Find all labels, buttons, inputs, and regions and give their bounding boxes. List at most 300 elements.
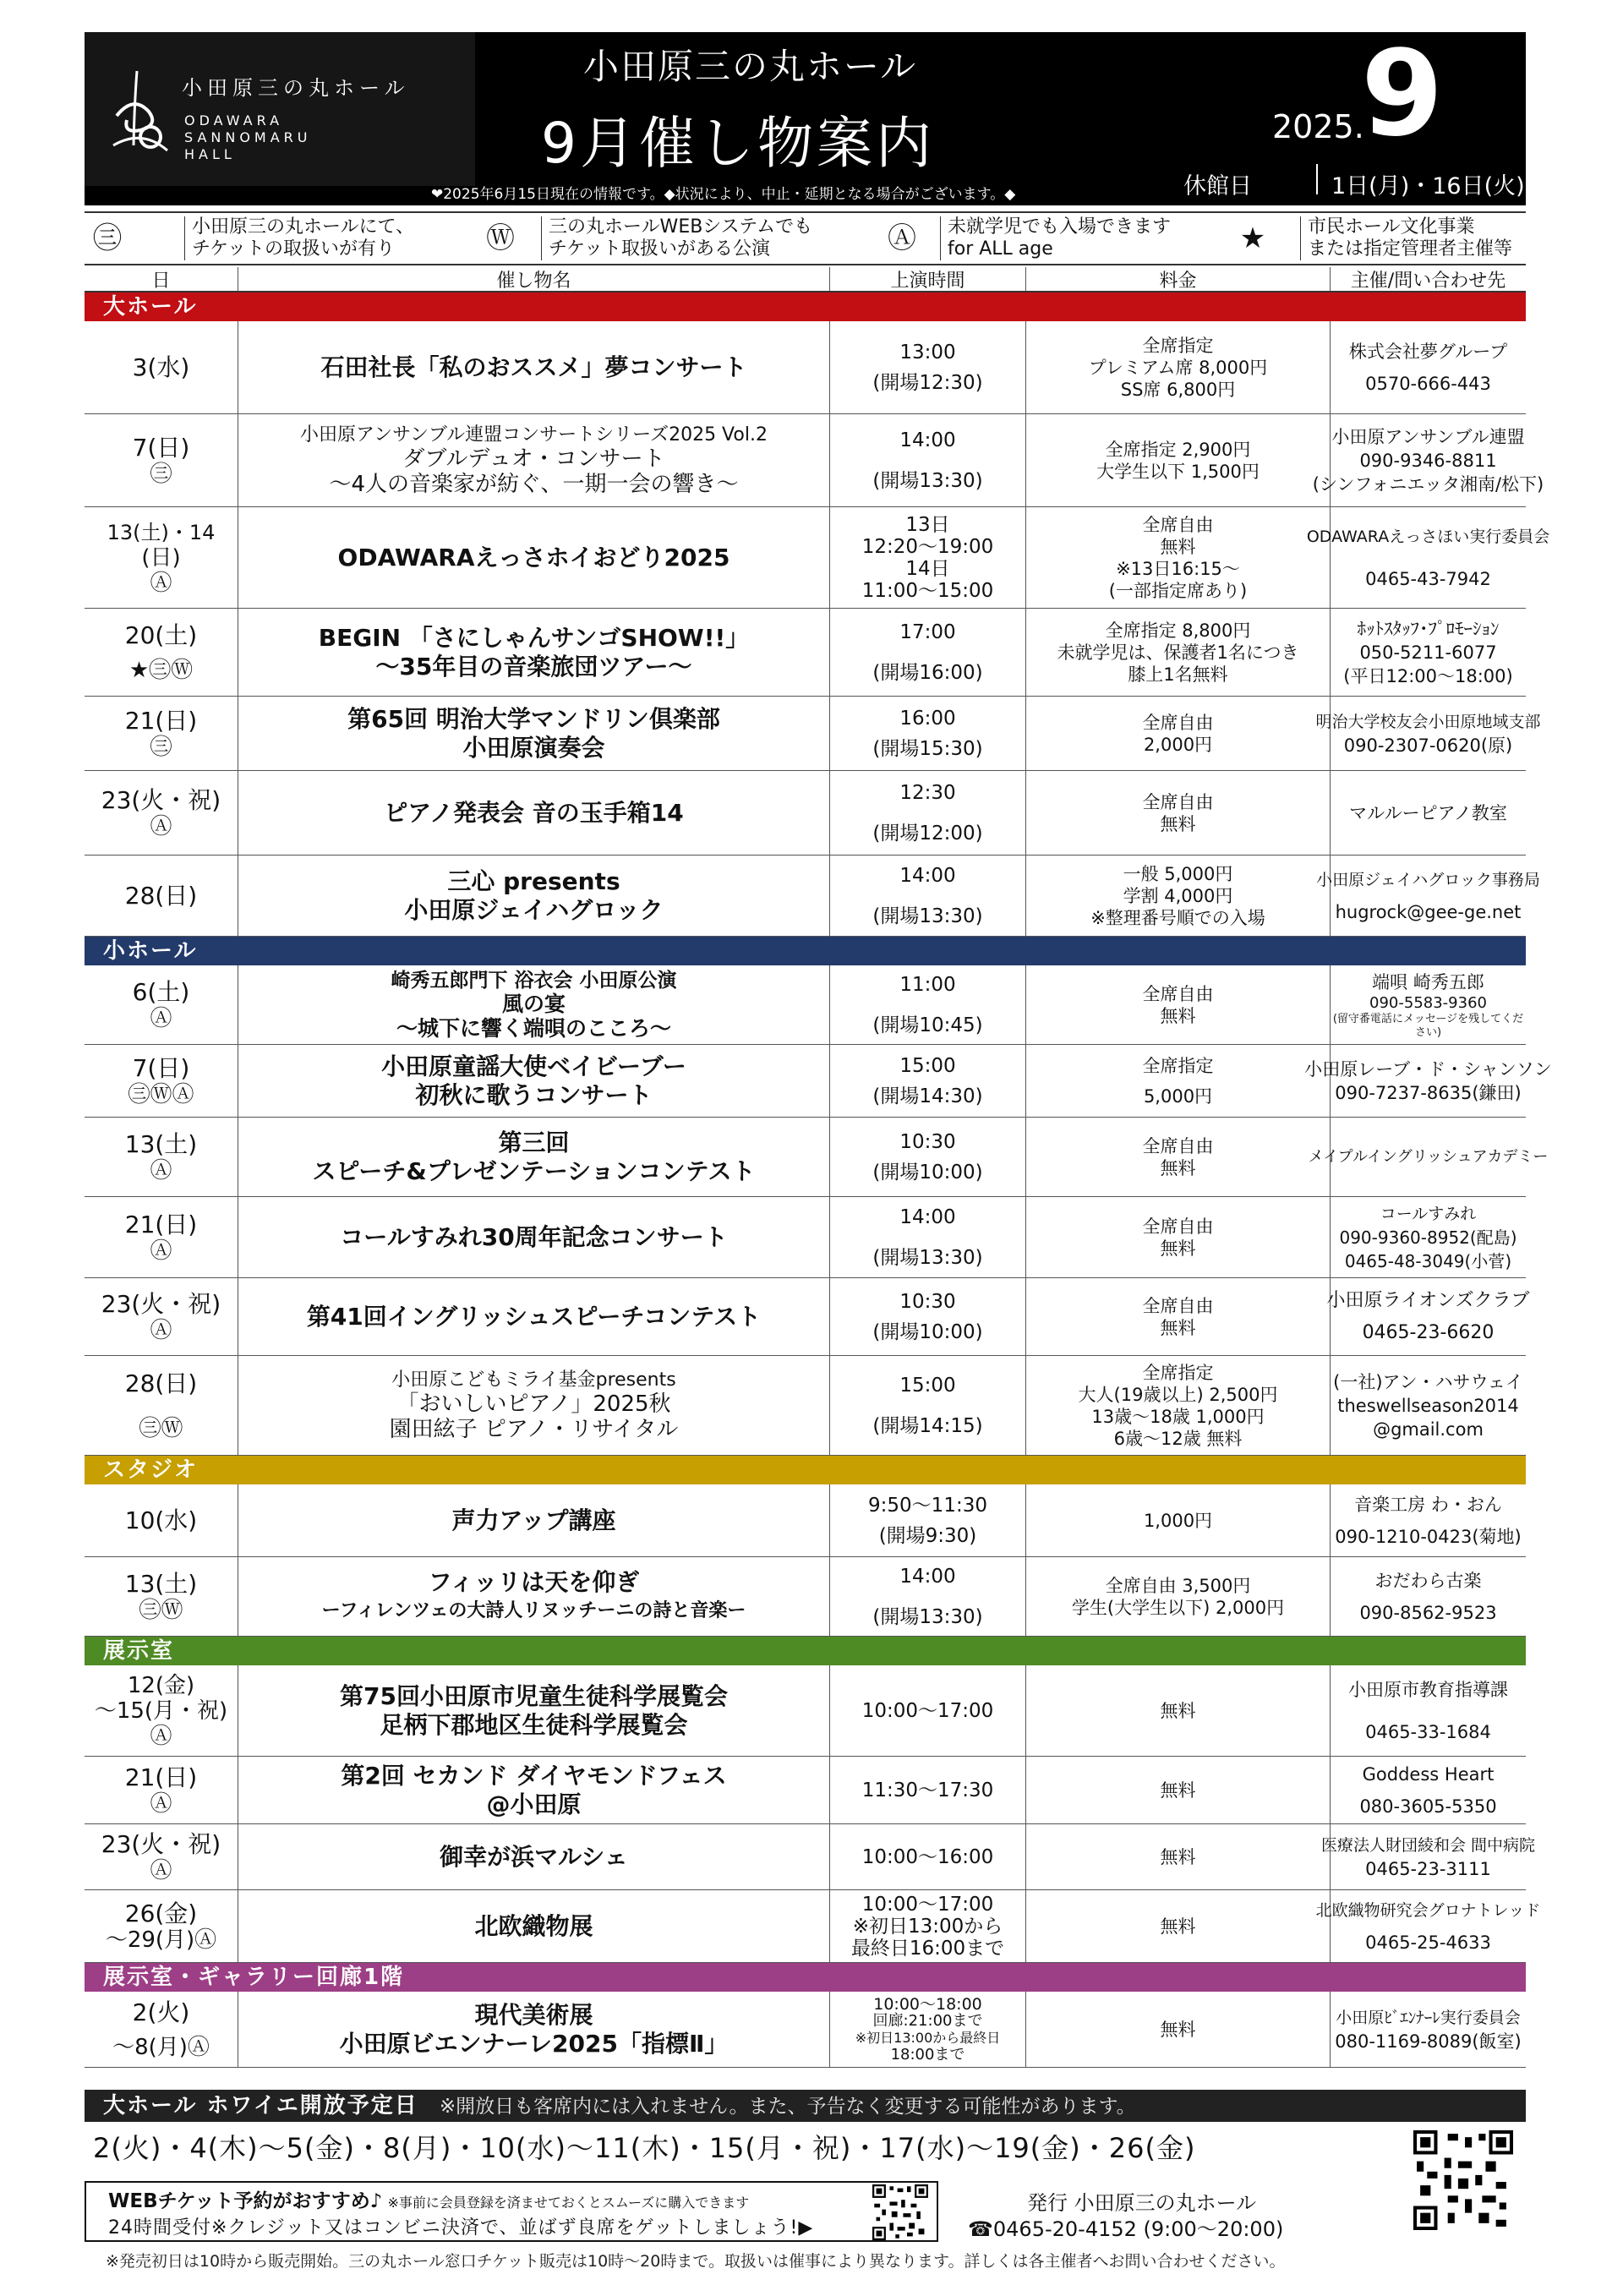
- time-text: 10:30: [899, 1290, 956, 1313]
- event-price: [1026, 965, 1331, 1044]
- section-small-hall: 小ホール: [85, 937, 1526, 965]
- ticket-mark: Ⓐ: [150, 1857, 172, 1883]
- price-text: 学割 4,000円: [1123, 885, 1233, 906]
- title-text: 崎秀五郎門下 浴衣会 小田原公演: [391, 969, 677, 992]
- time-text: (開場13:30): [872, 1605, 983, 1628]
- event-price: [1026, 1356, 1331, 1455]
- footnote: ※発売初日は10時から販売開始。三の丸ホール窓口チケット販売は10時～20時まで。取扱いは催事により異なります。詳しくは各主催者へお問い合わせください。: [106, 2252, 1286, 2271]
- info-notice: ❤2025年6月15日現在の情報です。◆状況により、中止・延期となる場合がございます。◆: [431, 186, 1016, 203]
- ticket-mark: Ⓐ: [150, 1317, 172, 1343]
- legend-symbol-box-office: ㊂: [93, 221, 122, 255]
- event-title: [238, 1757, 830, 1823]
- web-ticket-title-text: WEBチケット予約がおすすめ♪: [108, 2190, 383, 2212]
- event-time: [830, 965, 1026, 1044]
- price-text: 全席指定 2,900円: [1105, 439, 1251, 460]
- org-text: 株式会社夢グループ: [1348, 341, 1508, 362]
- table-row: [85, 507, 1550, 609]
- event-table: [85, 267, 1552, 2068]
- org-text: @gmail.com: [1373, 1419, 1484, 1440]
- price-text: SS席 6,800円: [1120, 379, 1236, 400]
- org-text: 小田原ﾋﾞｴﾝﾅｰﾚ実行委員会: [1336, 2008, 1521, 2027]
- ticket-mark: Ⓐ: [150, 570, 172, 596]
- web-ticket-box: [85, 2181, 938, 2242]
- time-text: 14日: [905, 557, 950, 580]
- price-text: 全席自由: [1142, 1135, 1214, 1156]
- event-date: [85, 965, 238, 1044]
- title-text: コールすみれ30周年記念コンサート: [340, 1222, 728, 1251]
- price-text: ※整理番号順での入場: [1090, 907, 1265, 928]
- title-text: 御幸が浜マルシェ: [440, 1842, 628, 1871]
- legend-text-line: チケット取扱いがある公演: [549, 238, 771, 260]
- table-row: [85, 1665, 1526, 1757]
- event-organizer: [1331, 609, 1526, 696]
- org-text: ﾎｯﾄｽﾀｯﾌ･ﾌﾟﾛﾓｰｼｮﾝ: [1357, 618, 1500, 639]
- price-text: 無料: [1160, 1779, 1196, 1801]
- title-text: ODAWARAえっさホイおどり2025: [337, 543, 730, 571]
- time-text: (開場13:30): [872, 1246, 983, 1269]
- hall-name: 小田原三の丸ホール: [583, 46, 918, 87]
- event-time: [830, 1557, 1026, 1636]
- table-row: [85, 965, 1526, 1045]
- closed-divider: [1316, 164, 1318, 194]
- event-organizer: [1326, 1278, 1530, 1355]
- legend-text-line: チケットの取扱いが有り: [192, 238, 396, 260]
- date-text: 13(土): [124, 1129, 198, 1158]
- event-time: [830, 1278, 1026, 1355]
- price-text: 無料: [1160, 1700, 1196, 1721]
- org-text: 090-9346-8811: [1359, 450, 1497, 471]
- event-date: [85, 1992, 238, 2067]
- org-text: Goddess Heart: [1362, 1763, 1495, 1785]
- section-large-hall: 大ホール: [85, 292, 1526, 321]
- price-text: 無料: [1160, 1238, 1196, 1259]
- page-title: 9月催し物案内: [541, 111, 935, 176]
- time-text: 18:00まで: [890, 2045, 965, 2064]
- event-time: [830, 1118, 1026, 1196]
- event-title: [238, 1992, 830, 2067]
- title-text: 園田絃子 ピアノ・リサイタル: [389, 1416, 679, 1442]
- date-text: 20(土): [124, 620, 198, 649]
- org-text: 0570-666-443: [1365, 373, 1491, 394]
- legend-text-line: 未就学児でも入場できます: [948, 216, 1172, 238]
- org-text: 090-5583-9360: [1369, 993, 1487, 1012]
- title-text: 北欧織物展: [474, 1911, 593, 1940]
- hall-qr-icon[interactable]: [1413, 2130, 1513, 2230]
- ticket-mark: ㊂Ⓦ: [139, 1597, 183, 1623]
- price-text: 無料: [1160, 1317, 1196, 1338]
- event-organizer: [1308, 1118, 1549, 1196]
- price-text: 2,000円: [1143, 734, 1213, 755]
- date-text: 7(日): [132, 1053, 190, 1082]
- date-text: (日): [141, 544, 181, 571]
- price-text: 無料: [1160, 1846, 1196, 1867]
- time-text: 13日: [905, 513, 950, 536]
- event-price: [1026, 1890, 1331, 1962]
- ticket-mark: ㊂: [150, 461, 172, 487]
- date-text: 6(土): [132, 977, 190, 1006]
- time-text: (開場12:00): [872, 822, 983, 845]
- title-text: 「おいしいピアノ」2025秋: [396, 1391, 671, 1417]
- price-text: 全席指定: [1142, 1362, 1214, 1383]
- ticket-mark: ㊂ⓌⒶ: [128, 1081, 194, 1107]
- event-time: [830, 1484, 1026, 1556]
- price-text: 大学生以下 1,500円: [1096, 461, 1260, 482]
- time-text: 15:00: [899, 1374, 956, 1397]
- title-text: 第三回: [498, 1128, 570, 1156]
- foyer-label: 大ホール ホワイエ開放予定日: [103, 2093, 418, 2118]
- web-ticket-title: [108, 2185, 749, 2213]
- table-row: [85, 1992, 1526, 2068]
- time-text: 10:00～16:00: [861, 1845, 994, 1868]
- legend-symbol-all-age: Ⓐ: [888, 221, 916, 255]
- time-text: 13:00: [899, 341, 956, 364]
- event-price: [1026, 1665, 1331, 1756]
- event-organizer: [1331, 1557, 1526, 1636]
- time-text: 11:30～17:30: [861, 1779, 994, 1801]
- event-title: [238, 1890, 830, 1962]
- date-text: 23(火・祝): [101, 1829, 221, 1858]
- org-text: 050-5211-6077: [1359, 642, 1497, 663]
- ticket-mark: Ⓐ: [150, 1157, 172, 1184]
- time-text: 14:00: [899, 1565, 956, 1588]
- price-text: 5,000円: [1143, 1085, 1213, 1107]
- month-number: 9: [1361, 25, 1444, 163]
- closed-days-label: 休館日: [1183, 173, 1252, 200]
- legend-text-line: 小田原三の丸ホールにて、: [192, 216, 415, 238]
- section-exhibition-room: 展示室: [85, 1637, 1526, 1665]
- time-text: 10:00～18:00: [873, 1994, 982, 2014]
- logo-japanese-name: 小田原三の丸ホール: [182, 76, 410, 100]
- legend-text-web: [541, 216, 812, 260]
- event-time: [830, 856, 1026, 936]
- legend-symbol-web: Ⓦ: [486, 221, 515, 255]
- event-price: [1026, 1197, 1331, 1277]
- table-row: [85, 1757, 1526, 1824]
- time-text: 15:00: [899, 1054, 956, 1077]
- price-text: 全席自由: [1142, 712, 1214, 733]
- title-text: 第2回 セカンド ダイヤモンドフェス: [341, 1761, 727, 1790]
- date-text: 26(金): [124, 1899, 198, 1927]
- event-date: [85, 771, 238, 855]
- title-text: 小田原演奏会: [462, 733, 605, 762]
- title-text: 小田原ビエンナーレ2025「指標Ⅱ」: [339, 2029, 729, 2058]
- publisher: 発行 小田原三の丸ホール: [1027, 2191, 1257, 2215]
- org-text: 090-1210-0423(菊地): [1335, 1526, 1522, 1547]
- event-price: [1026, 1045, 1331, 1117]
- event-title: [238, 1484, 830, 1556]
- time-text: ※初日13:00から最終日: [855, 2029, 1001, 2046]
- org-text: hugrock@gee-ge.net: [1335, 901, 1522, 922]
- title-text: 小田原アンサンブル連盟コンサートシリーズ2025 Vol.2: [300, 424, 768, 446]
- logo-english-line-1: ODAWARA: [184, 112, 284, 128]
- org-text: 小田原アンサンブル連盟: [1331, 426, 1525, 447]
- price-text: 全席指定: [1142, 335, 1214, 356]
- title-text: 第65回 明治大学マンドリン倶楽部: [347, 704, 720, 733]
- title-text: 第75回小田原市児童生徒科学展覧会: [340, 1681, 728, 1710]
- event-organizer: [1331, 321, 1526, 413]
- title-text: BEGIN 「さにしゃんサンゴSHOW!!」: [318, 623, 750, 652]
- date-text: 7(日): [132, 433, 190, 462]
- org-text: 小田原市教育指導課: [1348, 1679, 1508, 1700]
- foyer-open-bar: [85, 2090, 1526, 2122]
- time-text: 10:00～17:00: [861, 1893, 994, 1916]
- column-header-title: 催し物名: [238, 267, 830, 291]
- event-organizer: [1331, 771, 1526, 855]
- date-text: 3(水): [132, 353, 190, 381]
- legend-text-star: [1300, 216, 1512, 260]
- title-text: ダブルデュオ・コンサート: [402, 446, 665, 472]
- event-price: [1026, 321, 1331, 413]
- title-text: 声力アップ講座: [451, 1506, 616, 1534]
- column-header-date: 日: [85, 267, 238, 291]
- org-text: 090-2307-0620(原): [1343, 735, 1513, 756]
- date-text: ～15(月・祝): [94, 1697, 228, 1724]
- price-text: 無料: [1160, 1005, 1196, 1026]
- title-text: 風の宴: [501, 991, 566, 1016]
- legend-text-all-age: [940, 216, 1171, 260]
- price-text: 未就学児は、保護者1名につき: [1057, 642, 1299, 663]
- event-organizer: [1331, 965, 1526, 1044]
- event-title: [238, 771, 830, 855]
- price-text: 全席自由: [1142, 514, 1214, 535]
- title-text: 現代美術展: [474, 2000, 593, 2029]
- table-row: [85, 321, 1526, 414]
- title-text: @小田原: [486, 1790, 582, 1818]
- title-text: 石田社長「私のおススメ」夢コンサート: [320, 353, 747, 381]
- web-ticket-qr-icon[interactable]: [872, 2184, 928, 2240]
- event-date: [85, 321, 238, 413]
- ticket-mark: ㊂Ⓦ: [139, 1415, 183, 1441]
- event-price: [1026, 1824, 1331, 1889]
- event-title: [238, 965, 830, 1044]
- time-text: (開場14:15): [872, 1414, 983, 1437]
- price-text: 膝上1名無料: [1128, 664, 1228, 685]
- event-time: [830, 1665, 1026, 1756]
- title-text: 足柄下郡地区生徒科学展覧会: [380, 1710, 688, 1739]
- event-title: [238, 1045, 830, 1117]
- event-time: [830, 414, 1026, 506]
- time-text: (開場10:45): [872, 1014, 983, 1036]
- org-text: 音楽工房 わ・おん: [1354, 1494, 1502, 1515]
- ticket-mark: Ⓐ: [150, 1005, 172, 1031]
- title-text: スピーチ&プレゼンテーションコンテスト: [312, 1156, 756, 1185]
- org-text: (シンフォニエッタ湘南/松下): [1312, 473, 1544, 495]
- table-row: [85, 414, 1544, 507]
- time-text: ※初日13:00から: [852, 1915, 1003, 1938]
- price-text: 全席自由: [1142, 983, 1214, 1004]
- header-banner: [85, 25, 1526, 205]
- table-row: [85, 1484, 1526, 1557]
- time-text: (開場10:00): [872, 1320, 983, 1343]
- publisher-phone: ☎0465-20-4152 (9:00～20:00): [968, 2217, 1284, 2241]
- event-title: [238, 507, 830, 608]
- event-organizer: [1306, 507, 1550, 608]
- time-text: (開場13:30): [872, 469, 983, 492]
- time-text: 12:30: [899, 781, 956, 804]
- org-text: 0465-23-6620: [1362, 1321, 1495, 1343]
- date-text: 13(土): [124, 1569, 198, 1598]
- table-header: [85, 267, 1526, 292]
- event-price: [1026, 1278, 1331, 1355]
- time-text: 11:00: [899, 973, 956, 996]
- date-text: 21(日): [124, 1763, 198, 1791]
- table-row: [85, 1197, 1526, 1278]
- event-date: [85, 697, 238, 770]
- price-text: (一部指定席あり): [1108, 580, 1248, 601]
- price-text: 全席指定: [1142, 1055, 1214, 1076]
- event-organizer: [1304, 1045, 1552, 1117]
- date-text: 10(水): [124, 1506, 198, 1534]
- event-title: [238, 856, 830, 936]
- price-text: 大人(19歳以上) 2,500円: [1078, 1384, 1278, 1405]
- event-time: [830, 1757, 1026, 1823]
- legend-symbol-star: ★: [1239, 221, 1266, 255]
- event-time: [830, 1824, 1026, 1889]
- table-row: [85, 609, 1526, 697]
- title-text: ～35年目の音楽旅団ツアー～: [375, 652, 692, 681]
- org-text: (一社)アン・ハサウェイ: [1333, 1371, 1523, 1392]
- web-ticket-detail: 24時間受付※クレジット又はコンビニ決済で、並ばず良席をゲットしましょう!▶: [108, 2217, 814, 2239]
- section-studio: スタジオ: [85, 1456, 1526, 1484]
- time-text: 10:00～17:00: [861, 1699, 994, 1722]
- event-date: [85, 609, 238, 696]
- event-price: [1026, 1484, 1331, 1556]
- event-date: [85, 1356, 238, 1455]
- price-text: 全席指定 8,800円: [1105, 620, 1251, 641]
- date-text: 13(土)・14: [107, 520, 216, 544]
- price-text: 1,000円: [1143, 1510, 1213, 1531]
- org-text: 0465-48-3049(小菅): [1344, 1250, 1512, 1271]
- org-text: 090-7237-8635(鎌田): [1335, 1082, 1522, 1103]
- price-text: プレミアム席 8,000円: [1088, 357, 1268, 378]
- time-text: 17:00: [899, 620, 956, 643]
- event-price: [1026, 414, 1331, 506]
- org-text: コールすみれ: [1380, 1204, 1477, 1223]
- org-text: マルルーピアノ教室: [1349, 802, 1507, 823]
- table-row: [85, 856, 1540, 937]
- org-text: theswellseason2014: [1337, 1395, 1519, 1416]
- ticket-mark: Ⓐ: [150, 1723, 172, 1749]
- org-text: 090-8562-9523: [1359, 1602, 1497, 1623]
- event-date: [85, 1665, 238, 1756]
- time-text: (開場9:30): [878, 1524, 977, 1547]
- column-header-price: 料金: [1026, 267, 1331, 291]
- event-organizer: [1331, 1665, 1526, 1756]
- time-text: 最終日16:00まで: [850, 1937, 1005, 1960]
- foyer-note: ※開放日も客席内には入れません。また、予告なく変更する可能性があります。: [439, 2096, 1136, 2118]
- time-text: (開場10:00): [872, 1161, 983, 1184]
- event-title: [238, 609, 830, 696]
- event-title: [238, 321, 830, 413]
- event-date: [85, 856, 238, 936]
- section-gallery-corridor: 展示室・ギャラリー回廊1階: [85, 1963, 1526, 1992]
- event-title: [238, 1665, 830, 1756]
- org-text: おだわら古楽: [1374, 1570, 1482, 1591]
- date-text: ～29(月)Ⓐ: [105, 1927, 217, 1953]
- title-text: フィッリは天を仰ぎ: [428, 1567, 640, 1596]
- org-text: 0465-33-1684: [1365, 1721, 1491, 1742]
- event-price: [1026, 1757, 1331, 1823]
- event-organizer: [1315, 1890, 1541, 1962]
- price-text: 一般 5,000円: [1123, 863, 1233, 884]
- title-text: 第41回イングリッシュスピーチコンテスト: [306, 1302, 762, 1331]
- event-price: [1026, 1992, 1331, 2067]
- date-text: 21(日): [124, 706, 198, 735]
- org-text: 小田原ジェイハグロック事務局: [1316, 870, 1540, 889]
- event-title: [238, 1824, 830, 1889]
- event-time: [830, 697, 1026, 770]
- time-text: (開場12:30): [872, 371, 983, 394]
- event-date: [85, 1890, 238, 1962]
- event-date: [85, 1045, 238, 1117]
- event-time: [830, 1356, 1026, 1455]
- event-date: [85, 1118, 238, 1196]
- price-text: 無料: [1160, 2019, 1196, 2040]
- legend-text-line: 市民ホール文化事業: [1308, 216, 1475, 238]
- title-text: 初秋に歌うコンサート: [415, 1080, 653, 1109]
- event-organizer: [1315, 697, 1541, 770]
- org-text: 小田原ライオンズクラブ: [1326, 1289, 1530, 1311]
- table-row: [85, 1045, 1552, 1118]
- price-text: ※13日16:15～: [1116, 558, 1240, 579]
- org-text: メイプルイングリッシュアカデミー: [1308, 1147, 1549, 1166]
- closed-days: 1日(月)・16日(火): [1331, 173, 1525, 200]
- event-price: [1026, 856, 1331, 936]
- event-price: [1026, 697, 1331, 770]
- org-text: 北欧織物研究会グロナトレッド: [1315, 1900, 1541, 1920]
- time-text: 11:00～15:00: [861, 579, 994, 602]
- event-time: [830, 1197, 1026, 1277]
- title-text: ～4人の音楽家が紡ぐ、一期一会の響き～: [329, 471, 739, 497]
- time-text: 16:00: [899, 707, 956, 730]
- year-label: 2025.: [1272, 108, 1364, 145]
- org-text: 0465-43-7942: [1365, 568, 1491, 589]
- event-time: [830, 1992, 1026, 2067]
- price-text: 6歳～12歳 無料: [1113, 1428, 1243, 1449]
- logo-english-line-2: SANNOMARU: [184, 129, 312, 145]
- date-text: 23(火・祝): [101, 1289, 221, 1318]
- date-text: 2(火): [132, 1998, 190, 2026]
- date-text: ～8(月)Ⓐ: [112, 2034, 210, 2060]
- ticket-mark: Ⓐ: [150, 813, 172, 839]
- event-organizer: [1316, 856, 1540, 936]
- event-organizer: [1312, 414, 1544, 506]
- table-row: [85, 1356, 1526, 1456]
- event-title: [238, 1278, 830, 1355]
- title-text: ～城下に響く端唄のこころ～: [396, 1015, 671, 1041]
- org-text: 0465-23-3111: [1365, 1858, 1491, 1879]
- time-text: (開場16:00): [872, 661, 983, 684]
- event-title: [238, 697, 830, 770]
- time-text: (開場14:30): [872, 1085, 983, 1107]
- price-text: 全席自由: [1142, 791, 1214, 812]
- table-row: [85, 1118, 1549, 1197]
- org-text: 端唄 崎秀五郎: [1372, 971, 1484, 992]
- price-text: 無料: [1160, 1157, 1196, 1178]
- event-organizer: [1331, 1992, 1526, 2067]
- time-text: 14:00: [899, 864, 956, 887]
- table-row: [85, 1824, 1536, 1890]
- ticket-mark: Ⓐ: [150, 1790, 172, 1817]
- date-text: 21(日): [124, 1210, 198, 1238]
- event-price: [1026, 1557, 1331, 1636]
- date-text: 28(日): [124, 1369, 198, 1397]
- date-text: 23(火・祝): [101, 785, 221, 814]
- event-time: [830, 771, 1026, 855]
- foyer-open-dates: 2(火)・4(木)～5(金)・8(月)・10(水)～11(木)・15(月・祝)・17(水)～19(金)・26(金): [93, 2132, 1196, 2164]
- table-row: [85, 1557, 1526, 1637]
- event-date: [85, 1278, 238, 1355]
